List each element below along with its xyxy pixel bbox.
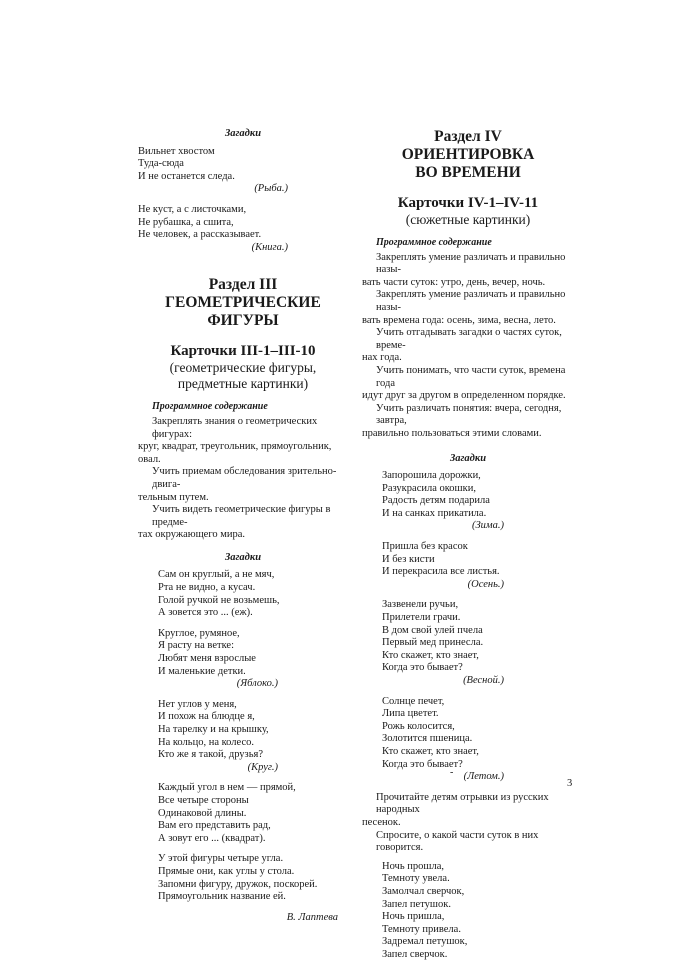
folk-song bbox=[362, 861, 574, 961]
riddle-line: Рта не видно, а кусач. bbox=[158, 582, 256, 594]
paragraph bbox=[362, 327, 574, 365]
riddle-line: И на санках прикатила. bbox=[382, 507, 487, 519]
riddle-line: Не рубашка, а сшита, bbox=[138, 216, 234, 228]
riddle-answer: (Круг.) bbox=[247, 761, 278, 773]
section-4-label: Раздел IV bbox=[434, 128, 502, 145]
paragraph-line: Закреплять умение различать и правильно назы- bbox=[376, 289, 566, 313]
riddle-answer: (Книга.) bbox=[251, 241, 288, 253]
riddle-line: И похож на блюдце я, bbox=[158, 711, 255, 723]
riddle bbox=[382, 599, 574, 687]
paragraph bbox=[362, 830, 574, 855]
riddles-heading-left: Загадки bbox=[224, 551, 262, 563]
riddle-line: Кто скажет, кто знает, bbox=[382, 649, 479, 661]
paragraph-line: Учить отгадывать загадки о частях суток, време- bbox=[376, 327, 562, 351]
cards-3-title: Карточки III-1–III-10 bbox=[170, 343, 316, 360]
riddle-line: Прямоугольник название ей. bbox=[158, 891, 286, 903]
riddle-line: И маленькие детки. bbox=[158, 665, 246, 677]
paragraph-line: идут друг за другом в определенном порядке. bbox=[362, 390, 566, 402]
paragraph bbox=[362, 289, 574, 327]
program-paragraphs-right bbox=[362, 252, 574, 441]
song-line: Запел петушок. bbox=[382, 898, 451, 910]
riddle-line: Первый мед принесла. bbox=[382, 637, 484, 649]
section-3-title-line-2: ФИГУРЫ bbox=[207, 312, 279, 330]
riddle-line: У этой фигуры четыре угла. bbox=[158, 853, 284, 865]
riddle-line: Кто скажет, кто знает, bbox=[382, 745, 479, 757]
riddle-line: А зовут его ... (квадрат). bbox=[158, 832, 266, 844]
riddles-list-right bbox=[362, 470, 574, 784]
riddles-list-left bbox=[138, 569, 348, 903]
cards-3-subtitle-line-1: (геометрические фигуры, bbox=[169, 360, 317, 376]
riddles-top-list bbox=[138, 146, 348, 255]
section-3-title-line-1: ГЕОМЕТРИЧЕСКИЕ bbox=[165, 294, 321, 312]
riddle-line: В дом свой улей пчела bbox=[382, 624, 483, 636]
paragraph-line: Учить понимать, что части суток, времена года bbox=[376, 364, 566, 389]
stray-mark: - bbox=[450, 767, 454, 778]
paragraph-line: тельным путем. bbox=[138, 491, 209, 503]
riddle-line: Голой ручкой не возьмешь, bbox=[158, 594, 280, 606]
riddle-answer: (Весной.) bbox=[463, 675, 504, 686]
page-number: 3 bbox=[567, 778, 573, 789]
paragraph-line: Учить приемам обследования зрительно-двига- bbox=[152, 466, 337, 490]
riddle-line: Нет углов у меня, bbox=[158, 698, 237, 710]
riddle bbox=[158, 699, 348, 775]
riddle-line: Сам он круглый, а не мяч, bbox=[158, 569, 275, 581]
paragraph bbox=[362, 403, 574, 441]
riddle bbox=[138, 204, 348, 254]
paragraph-line: Закреплять знания о геометрических фигурах: bbox=[152, 415, 318, 440]
paragraph bbox=[362, 252, 574, 290]
song-line: Ночь пришла, bbox=[382, 911, 445, 923]
riddle-line: Все четыре стороны bbox=[158, 794, 249, 806]
riddle-line: Золотится пшеница. bbox=[382, 733, 473, 745]
riddle bbox=[382, 470, 574, 533]
paragraph-line: нах года. bbox=[362, 352, 402, 364]
paragraph-line: тах окружающего мира. bbox=[138, 529, 246, 541]
riddle-line: Радость детям подарила bbox=[382, 495, 490, 507]
riddle-line: И не останется следа. bbox=[138, 170, 235, 182]
riddle-answer: (Зима.) bbox=[471, 520, 504, 532]
riddle-line: Каждый угол в нем — прямой, bbox=[158, 782, 296, 794]
paragraph-line: вать части суток: утро, день, вечер, ночь. bbox=[362, 276, 546, 288]
cards-3-subtitle-line-2: предметные картинки) bbox=[177, 376, 309, 392]
riddle bbox=[158, 569, 348, 619]
riddle-line: Когда это бывает? bbox=[382, 758, 463, 770]
riddle-answer: (Осень.) bbox=[467, 578, 504, 590]
program-paragraphs-left bbox=[138, 416, 348, 542]
riddle-line: Туда-сюда bbox=[138, 158, 184, 170]
riddle-answer: (Летом.) bbox=[463, 771, 504, 783]
paragraph-line: Прочитайте детям отрывки из русских народных bbox=[376, 791, 549, 816]
song-line: Запел сверчок. bbox=[382, 948, 448, 960]
riddle-answer: (Яблоко.) bbox=[236, 678, 278, 690]
song-line: Замолчал сверчок, bbox=[382, 885, 465, 897]
riddle-line: Не куст, а с листочками, bbox=[138, 203, 247, 215]
paragraph-line: Закреплять умение различать и правильно назы- bbox=[376, 251, 566, 276]
paragraph-line: круг, квадрат, треугольник, прямоугольник, овал. bbox=[138, 441, 332, 465]
riddle-line: Пришла без красок bbox=[382, 541, 468, 553]
riddle-line: Липа цветет. bbox=[382, 708, 439, 720]
riddle-line: Я расту на ветке: bbox=[158, 640, 234, 652]
left-column bbox=[138, 128, 348, 924]
paragraph-line: песенок. bbox=[362, 816, 401, 828]
riddle-line: А зовется это ... (еж). bbox=[158, 607, 253, 619]
paragraph bbox=[138, 416, 348, 466]
riddles-heading-top: Загадки bbox=[224, 128, 262, 139]
section-4-title-line-1: ОРИЕНТИРОВКА bbox=[401, 146, 535, 163]
paragraph bbox=[138, 504, 348, 542]
riddle-line: Одинаковой длины. bbox=[158, 807, 247, 819]
program-heading-left: Программное содержание bbox=[152, 401, 268, 413]
riddle-line: Любят меня взрослые bbox=[158, 653, 256, 665]
song-line: Ночь прошла, bbox=[382, 860, 444, 872]
riddles-heading-right: Загадки bbox=[449, 452, 487, 464]
paragraph-line: Учить видеть геометрические фигуры в предме- bbox=[152, 504, 331, 528]
riddle-line: Кто же я такой, друзья? bbox=[158, 749, 263, 761]
riddle-line: Запорошила дорожки, bbox=[382, 470, 481, 482]
paragraph-line: Спросите, о какой части суток в них говорится. bbox=[376, 829, 539, 854]
riddle-line: На тарелку и на крышку, bbox=[158, 724, 269, 735]
riddle-line: Вам его представить рад, bbox=[158, 820, 271, 832]
song-line: Темноту привела. bbox=[382, 923, 461, 935]
section-3-label: Раздел III bbox=[208, 276, 278, 294]
riddle-answer: (Рыба.) bbox=[254, 183, 288, 195]
riddle bbox=[158, 853, 348, 903]
paragraph-line: Учить различать понятия: вчера, сегодня, завтра, bbox=[376, 402, 562, 427]
song-line: Темноту увела. bbox=[382, 873, 450, 885]
riddle-line: Прямые они, как углы у стола. bbox=[158, 865, 295, 877]
section-4-title-line-2: ВО ВРЕМЕНИ bbox=[415, 164, 521, 181]
riddle-line: Когда это бывает? bbox=[382, 662, 463, 674]
cards-4-title: Карточки IV-1–IV-11 bbox=[397, 195, 539, 211]
riddle bbox=[382, 696, 574, 784]
riddle-line: Круглое, румяное, bbox=[158, 627, 240, 639]
riddle-line: Солнце печет, bbox=[382, 695, 445, 707]
right-column bbox=[362, 128, 574, 961]
closing-paragraphs bbox=[362, 792, 574, 855]
riddle-line: И без кисти bbox=[382, 553, 435, 565]
signature: В. Лаптева bbox=[286, 911, 338, 923]
cards-4-subtitle: (сюжетные картинки) bbox=[405, 212, 531, 227]
paragraph bbox=[362, 792, 574, 830]
paragraph-line: правильно пользоваться этими словами. bbox=[362, 427, 542, 439]
riddle-line: И перекрасила все листья. bbox=[382, 566, 500, 578]
riddle-line: Вильнет хвостом bbox=[138, 145, 215, 157]
riddle bbox=[158, 628, 348, 691]
paragraph bbox=[362, 365, 574, 403]
riddle-line: Не человек, а рассказывает. bbox=[138, 229, 262, 241]
paragraph-line: вать времена года: осень, зима, весна, лето. bbox=[362, 314, 556, 326]
riddle bbox=[138, 146, 348, 196]
riddle bbox=[382, 541, 574, 591]
riddle-line: Рожь колосится, bbox=[382, 720, 455, 732]
song-line: Задремал петушок, bbox=[382, 936, 468, 948]
riddle bbox=[158, 782, 348, 845]
riddle-line: Разукрасила окошки, bbox=[382, 482, 476, 494]
riddle-line: Прилетели грачи. bbox=[382, 612, 461, 624]
riddle-line: Зазвенели ручьи, bbox=[382, 599, 459, 611]
program-heading-right: Программное содержание bbox=[376, 237, 492, 248]
riddle-line: На кольцо, на колесо. bbox=[158, 736, 254, 748]
paragraph bbox=[138, 466, 348, 504]
riddle-line: Запомни фигуру, дружок, поскорей. bbox=[158, 878, 318, 890]
